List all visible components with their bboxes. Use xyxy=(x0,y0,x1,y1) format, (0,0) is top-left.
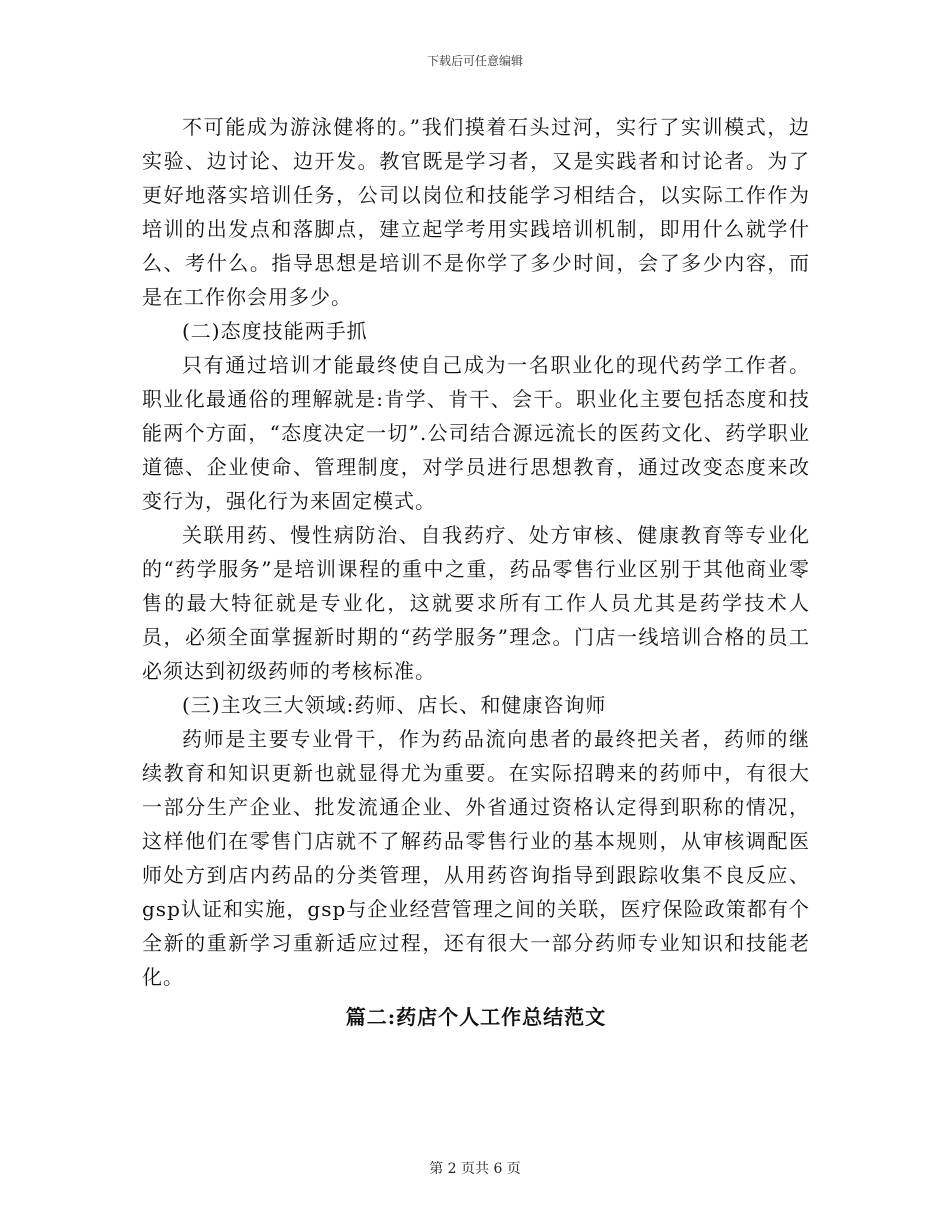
subheading: (二)态度技能两手抓 xyxy=(182,319,368,343)
paragraph: 只有通过培训才能最终使自己成为一名职业化的现代药学工作者。职业化最通俗的理解就是:肯学、肯干、会干。职业化主要包括态度和技能两个方面，“态度决定一切”.公司结合源远流长的医药文化、药学职业道德、企业使命、管理制度，对学员进行思想教育，通过改变态度来改变行为，强化行为来固定模式。 xyxy=(142,353,810,513)
document-body xyxy=(142,110,810,1034)
subheading: (三)主攻三大领域:药师、店长、和健康咨询师 xyxy=(182,693,607,717)
page-header: 下载后可任意编辑 xyxy=(426,54,523,68)
paragraph: 药师是主要专业骨干，作为药品流向患者的最终把关者，药师的继续教育和知识更新也就显得尤为重要。在实际招聘来的药师中，有很大一部分生产企业、批发流通企业、外省通过资格认定得到职称的情况，这样他们在零售门店就不了解药品零售行业的基本规则，从审核调配医师处方到店内药品的分类管理，从用药咨询指导到跟踪收集不良反应、gsp认证和实施，gsp与企业经营管理之间的关联，医疗保险政策都有个全新的重新学习重新适应过程，还有很大一部分药师专业知识和技能老化。 xyxy=(142,727,810,989)
paragraph: 关联用药、慢性病防治、自我药疗、处方审核、健康教育等专业化的“药学服务”是培训课程的重中之重，药品零售行业区别于其他商业零售的最大特征就是专业化，这就要求所有工作人员尤其是药学技术人员，必须全面掌握新时期的“药学服务”理念。门店一线培训合格的员工必须达到初级药师的考核标准。 xyxy=(142,523,810,683)
paragraph: 不可能成为游泳健将的。”我们摸着石头过河，实行了实训模式，边实验、边讨论、边开发。教官既是学习者，又是实践者和讨论者。为了更好地落实培训任务，公司以岗位和技能学习相结合，以实际工作作为培训的出发点和落脚点，建立起学考用实践培训机制，即用什么就学什么、考什么。指导思想是培训不是你学了多少时间，会了多少内容，而是在工作你会用多少。 xyxy=(142,115,810,309)
page-footer: 第 2 页共 6 页 xyxy=(429,1161,521,1177)
section-title: 篇二:药店个人工作总结范文 xyxy=(345,1005,607,1029)
